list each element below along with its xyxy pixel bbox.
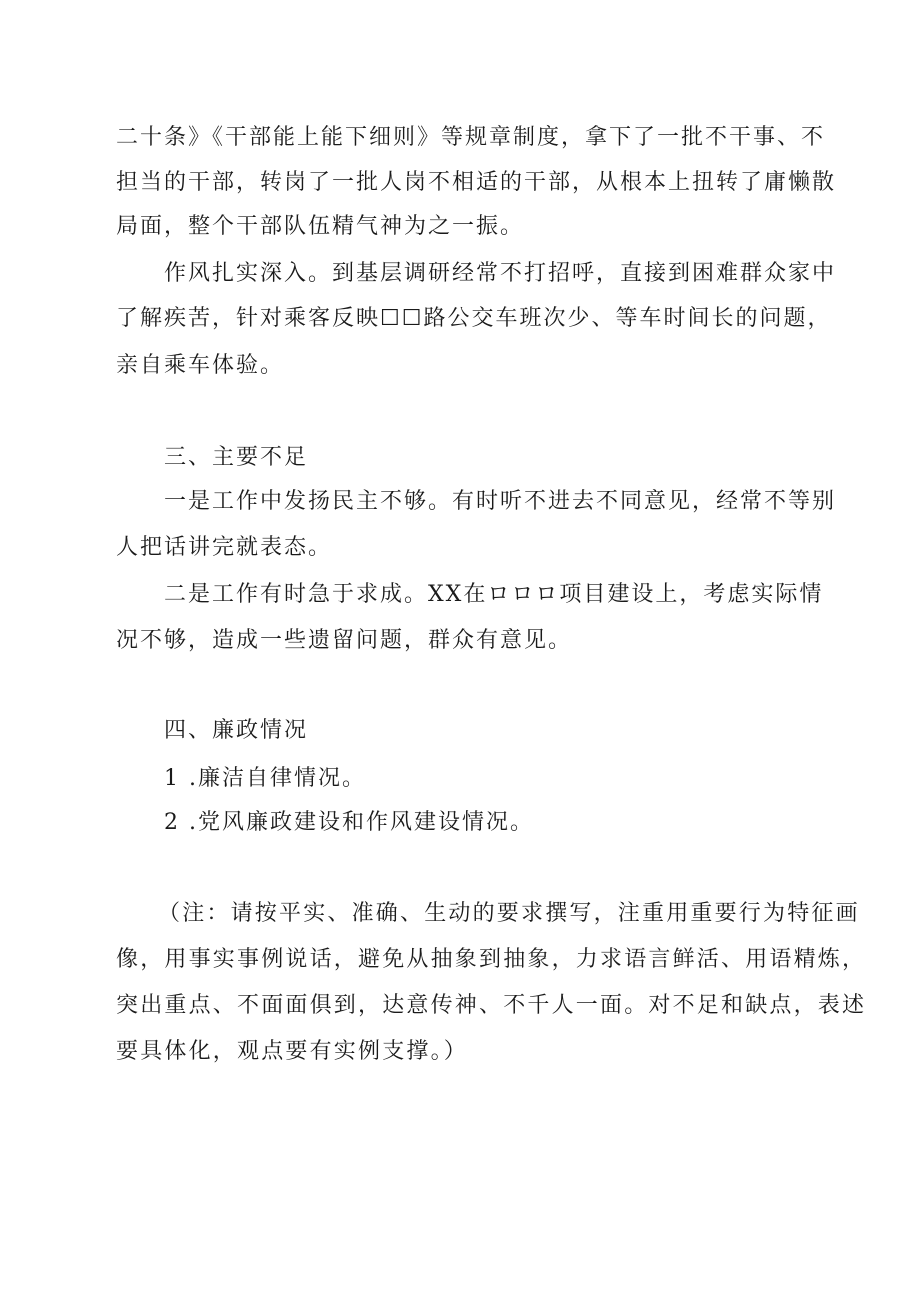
note-line: 像，用事实事例说话，避免从抽象到抽象，力求语言鲜活、用语精炼，	[116, 947, 867, 972]
note-line: 要具体化，观点要有实例支撑。）	[116, 1039, 469, 1064]
paragraph-line: 二十条》《干部能上能下细则》等规章制度，拿下了一批不干事、不	[116, 125, 826, 150]
note-line: （注：请按平实、准确、生动的要求撰写，注重用重要行为特征画	[158, 901, 860, 926]
paragraph-line: 人把话讲完就表态。	[116, 535, 333, 560]
paragraph-line: 作风扎实深入。到基层调研经常不打招呼，直接到困难群众家中	[164, 261, 837, 286]
list-item: 2 .党风廉政建设和作风建设情况。	[164, 810, 534, 835]
section-heading: 三、主要不足	[164, 445, 309, 470]
paragraph-line: 一是工作中发扬民主不够。有时听不进去不同意见，经常不等别	[164, 489, 837, 514]
paragraph-line: 二是工作有时急于求成。XX在ロロロ项目建设上，考虑实际情	[164, 582, 824, 607]
paragraph-line: 亲自乘车体验。	[116, 353, 285, 378]
section-heading: 四、廉政情况	[164, 718, 309, 743]
paragraph-line: 局面，整个干部队伍精气神为之一振。	[116, 214, 525, 239]
note-line: 突出重点、不面面俱到，达意传神、不千人一面。对不足和缺点，表述	[116, 993, 867, 1018]
paragraph-line: 况不够，造成一些遗留问题，群众有意见。	[116, 628, 573, 653]
list-item: 1 .廉洁自律情况。	[164, 766, 366, 791]
paragraph-line: 了解疾苦，针对乘客反映☐☐路公交车班次少、等车时间长的问题，	[116, 306, 832, 331]
paragraph-line: 担当的干部，转岗了一批人岗不相适的干部，从根本上扭转了庸懒散	[116, 170, 837, 195]
